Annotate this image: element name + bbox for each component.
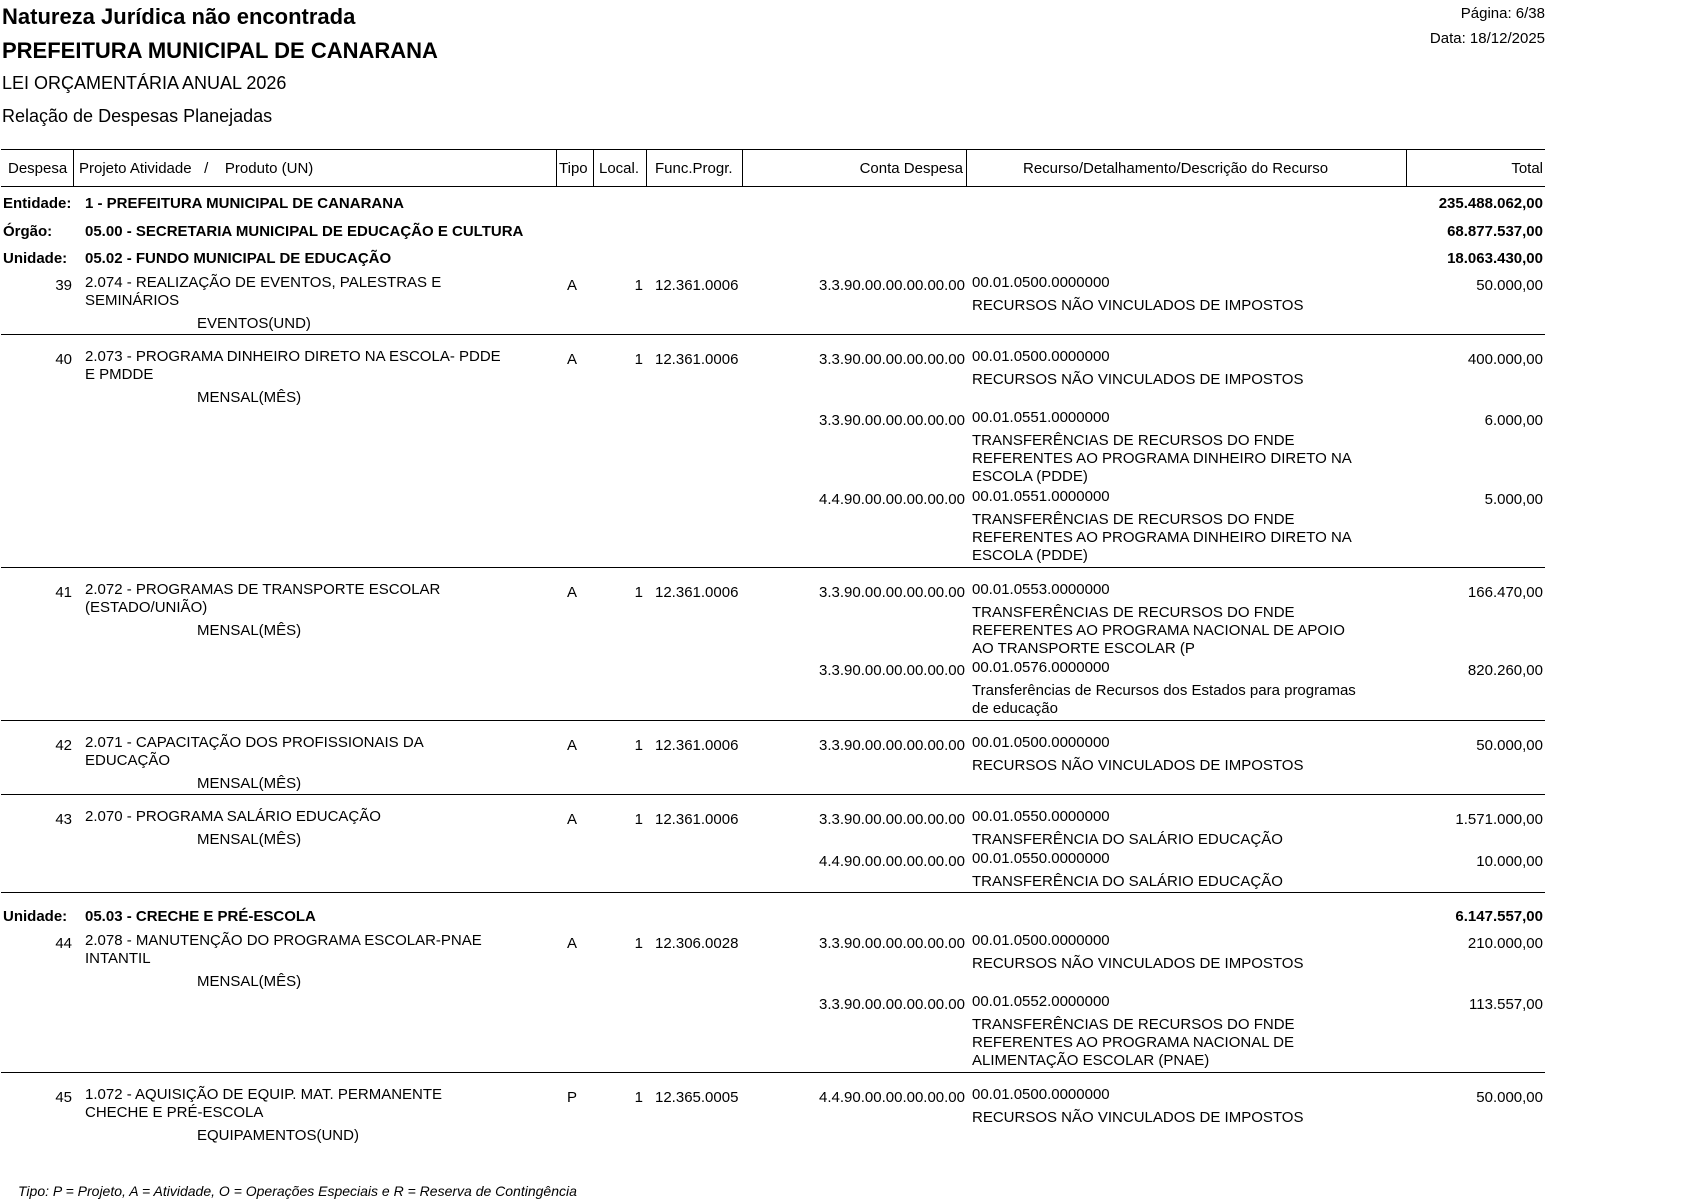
total-value: 5.000,00 (1484, 491, 1543, 508)
projeto-line: 1.072 - AQUISIÇÃO DE EQUIP. MAT. PERMANENTE (85, 1086, 443, 1103)
projeto-line: 2.071 - CAPACITAÇÃO DOS PROFISSIONAIS DA (85, 734, 424, 751)
conta-despesa: 3.3.90.00.00.00.00.00 (819, 277, 965, 294)
recurso-code: 00.01.0500.0000000 (972, 348, 1110, 365)
col-header-despesa: Despesa (8, 160, 68, 177)
produto-unit: MENSAL(MÊS) (197, 973, 302, 990)
header-top-rule (1, 149, 1545, 150)
local-code: 1 (634, 935, 643, 952)
recurso-description: RECURSOS NÃO VINCULADOS DE IMPOSTOS (972, 955, 1304, 972)
produto-unit: MENSAL(MÊS) (197, 775, 302, 792)
conta-despesa: 3.3.90.00.00.00.00.00 (819, 996, 965, 1013)
local-code: 1 (634, 351, 643, 368)
local-code: 1 (634, 584, 643, 601)
report-title: Relação de Despesas Planejadas (2, 106, 273, 126)
projeto-line: (ESTADO/UNIÃO) (85, 599, 208, 616)
total-value: 820.260,00 (1467, 662, 1543, 679)
recurso-code: 00.01.0551.0000000 (972, 488, 1110, 505)
func-progr: 12.361.0006 (655, 737, 739, 754)
total-value: 1.571.000,00 (1455, 811, 1543, 828)
local-code: 1 (634, 1089, 643, 1106)
projeto-line: 2.072 - PROGRAMAS DE TRANSPORTE ESCOLAR (85, 581, 441, 598)
unidade-label: Unidade: (3, 908, 68, 925)
recurso-description: TRANSFERÊNCIA DO SALÁRIO EDUCAÇÃO (972, 831, 1283, 848)
law-title: LEI ORÇAMENTÁRIA ANUAL 2026 (2, 73, 287, 93)
row-separator (1, 567, 1545, 568)
entidade-label: Entidade: (3, 195, 72, 212)
tipo-legend: Tipo: P = Projeto, A = Atividade, O = Operações Especiais e R = Reserva de Contingência (18, 1183, 577, 1199)
despesa-number: 41 (55, 584, 72, 601)
despesa-number: 43 (55, 811, 72, 828)
func-progr: 12.365.0005 (655, 1089, 739, 1106)
despesa-number: 44 (55, 935, 72, 952)
tipo-code: P (567, 1089, 578, 1106)
conta-despesa: 3.3.90.00.00.00.00.00 (819, 662, 965, 679)
despesa-number: 40 (55, 351, 72, 368)
conta-despesa: 3.3.90.00.00.00.00.00 (819, 351, 965, 368)
column-divider (73, 150, 74, 186)
produto-unit: MENSAL(MÊS) (197, 389, 302, 406)
recurso-description: TRANSFERÊNCIAS DE RECURSOS DO FNDE (972, 511, 1295, 528)
total-value: 166.470,00 (1467, 584, 1543, 601)
recurso-description: REFERENTES AO PROGRAMA DINHEIRO DIRETO NA (972, 450, 1352, 467)
despesa-number: 42 (55, 737, 72, 754)
produto-unit: MENSAL(MÊS) (197, 831, 302, 848)
conta-despesa: 3.3.90.00.00.00.00.00 (819, 811, 965, 828)
unidade-total: 6.147.557,00 (1455, 908, 1543, 925)
orgao-label: Órgão: (3, 223, 53, 240)
total-value: 400.000,00 (1467, 351, 1543, 368)
col-header-tipo: Tipo (559, 160, 588, 177)
orgao-total: 68.877.537,00 (1447, 223, 1543, 240)
recurso-description: RECURSOS NÃO VINCULADOS DE IMPOSTOS (972, 1109, 1304, 1126)
recurso-description: TRANSFERÊNCIAS DE RECURSOS DO FNDE (972, 432, 1295, 449)
conta-despesa: 3.3.90.00.00.00.00.00 (819, 737, 965, 754)
projeto-line: CHECHE E PRÉ-ESCOLA (85, 1104, 264, 1121)
projeto-line: SEMINÁRIOS (85, 292, 180, 309)
recurso-code: 00.01.0500.0000000 (972, 274, 1110, 291)
recurso-code: 00.01.0576.0000000 (972, 659, 1110, 676)
total-value: 50.000,00 (1476, 737, 1543, 754)
recurso-description: AO TRANSPORTE ESCOLAR (P (972, 640, 1195, 657)
recurso-description: RECURSOS NÃO VINCULADOS DE IMPOSTOS (972, 757, 1304, 774)
conta-despesa: 4.4.90.00.00.00.00.00 (819, 853, 965, 870)
local-code: 1 (634, 277, 643, 294)
projeto-line: 2.078 - MANUTENÇÃO DO PROGRAMA ESCOLAR-PNAE (85, 932, 482, 949)
orgao-name: 05.00 - SECRETARIA MUNICIPAL DE EDUCAÇÃO E CULTURA (85, 223, 524, 240)
print-date: Data: 18/12/2025 (1429, 30, 1545, 47)
column-divider (966, 150, 967, 186)
conta-despesa: 3.3.90.00.00.00.00.00 (819, 935, 965, 952)
unidade-total: 18.063.430,00 (1447, 250, 1543, 267)
total-value: 10.000,00 (1476, 853, 1543, 870)
column-divider (742, 150, 743, 186)
local-code: 1 (634, 737, 643, 754)
recurso-description: Transferências de Recursos dos Estados para programas (972, 682, 1356, 699)
conta-despesa: 3.3.90.00.00.00.00.00 (819, 584, 965, 601)
recurso-description: REFERENTES AO PROGRAMA NACIONAL DE (972, 1034, 1295, 1051)
col-header-recurso: Recurso/Detalhamento/Descrição do Recurso (1023, 160, 1329, 177)
total-value: 50.000,00 (1476, 277, 1543, 294)
recurso-code: 00.01.0552.0000000 (972, 993, 1110, 1010)
column-divider (646, 150, 647, 186)
recurso-description: ESCOLA (PDDE) (972, 468, 1088, 485)
total-value: 50.000,00 (1476, 1089, 1543, 1106)
entidade-total: 235.488.062,00 (1438, 195, 1543, 212)
row-separator (1, 892, 1545, 893)
projeto-line: INTANTIL (85, 950, 151, 967)
col-header-projeto: Projeto Atividade / Produto (UN) (79, 160, 314, 177)
conta-despesa: 4.4.90.00.00.00.00.00 (819, 491, 965, 508)
column-divider (593, 150, 594, 186)
conta-despesa: 4.4.90.00.00.00.00.00 (819, 1089, 965, 1106)
func-progr: 12.361.0006 (655, 351, 739, 368)
projeto-line: 2.070 - PROGRAMA SALÁRIO EDUCAÇÃO (85, 808, 381, 825)
row-separator (1, 1072, 1545, 1073)
recurso-description: TRANSFERÊNCIA DO SALÁRIO EDUCAÇÃO (972, 873, 1283, 890)
tipo-code: A (567, 277, 578, 294)
func-progr: 12.306.0028 (655, 935, 739, 952)
total-value: 113.557,00 (1469, 996, 1543, 1013)
unidade-name: 05.03 - CRECHE E PRÉ-ESCOLA (85, 908, 316, 925)
recurso-description: TRANSFERÊNCIAS DE RECURSOS DO FNDE (972, 1016, 1295, 1033)
recurso-code: 00.01.0500.0000000 (972, 1086, 1110, 1103)
col-header-total: Total (1511, 160, 1543, 177)
row-separator (1, 334, 1545, 335)
recurso-description: REFERENTES AO PROGRAMA DINHEIRO DIRETO NA (972, 529, 1352, 546)
projeto-line: 2.074 - REALIZAÇÃO DE EVENTOS, PALESTRAS E (85, 274, 442, 291)
projeto-line: E PMDDE (85, 366, 154, 383)
recurso-code: 00.01.0550.0000000 (972, 808, 1110, 825)
recurso-code: 00.01.0500.0000000 (972, 734, 1110, 751)
column-divider (556, 150, 557, 186)
produto-unit: MENSAL(MÊS) (197, 622, 302, 639)
tipo-code: A (567, 737, 578, 754)
column-divider (1406, 150, 1407, 186)
func-progr: 12.361.0006 (655, 277, 739, 294)
local-code: 1 (634, 811, 643, 828)
projeto-line: EDUCAÇÃO (85, 752, 171, 769)
conta-despesa: 3.3.90.00.00.00.00.00 (819, 412, 965, 429)
municipality-name: PREFEITURA MUNICIPAL DE CANARANA (2, 38, 438, 63)
page-number: Página: 6/38 (1460, 5, 1545, 22)
recurso-code: 00.01.0500.0000000 (972, 932, 1110, 949)
entidade-name: 1 - PREFEITURA MUNICIPAL DE CANARANA (85, 195, 404, 212)
recurso-description: RECURSOS NÃO VINCULADOS DE IMPOSTOS (972, 297, 1304, 314)
unidade-name: 05.02 - FUNDO MUNICIPAL DE EDUCAÇÃO (85, 250, 392, 267)
projeto-line: 2.073 - PROGRAMA DINHEIRO DIRETO NA ESCOLA- PDDE (85, 348, 501, 365)
unidade-label: Unidade: (3, 250, 68, 267)
row-separator (1, 720, 1545, 721)
produto-unit: EVENTOS(UND) (197, 315, 311, 332)
recurso-description: RECURSOS NÃO VINCULADOS DE IMPOSTOS (972, 371, 1304, 388)
header-bottom-rule (1, 186, 1545, 187)
recurso-description: de educação (972, 700, 1058, 717)
col-header-conta: Conta Despesa (859, 160, 963, 177)
despesa-number: 39 (55, 277, 72, 294)
tipo-code: A (567, 584, 578, 601)
tipo-code: A (567, 935, 578, 952)
recurso-code: 00.01.0551.0000000 (972, 409, 1110, 426)
recurso-description: ALIMENTAÇÃO ESCOLAR (PNAE) (972, 1052, 1210, 1069)
total-value: 6.000,00 (1484, 412, 1543, 429)
col-header-local: Local. (599, 160, 640, 177)
despesa-number: 45 (55, 1089, 72, 1106)
document-title: Natureza Jurídica não encontrada (2, 4, 356, 29)
tipo-code: A (567, 351, 578, 368)
row-separator (1, 794, 1545, 795)
recurso-description: TRANSFERÊNCIAS DE RECURSOS DO FNDE (972, 604, 1295, 621)
recurso-description: ESCOLA (PDDE) (972, 547, 1088, 564)
tipo-code: A (567, 811, 578, 828)
total-value: 210.000,00 (1467, 935, 1543, 952)
recurso-code: 00.01.0550.0000000 (972, 850, 1110, 867)
recurso-description: REFERENTES AO PROGRAMA NACIONAL DE APOIO (972, 622, 1345, 639)
recurso-code: 00.01.0553.0000000 (972, 581, 1110, 598)
col-header-func: Func.Progr. (655, 160, 733, 177)
func-progr: 12.361.0006 (655, 584, 739, 601)
produto-unit: EQUIPAMENTOS(UND) (197, 1127, 359, 1144)
func-progr: 12.361.0006 (655, 811, 739, 828)
